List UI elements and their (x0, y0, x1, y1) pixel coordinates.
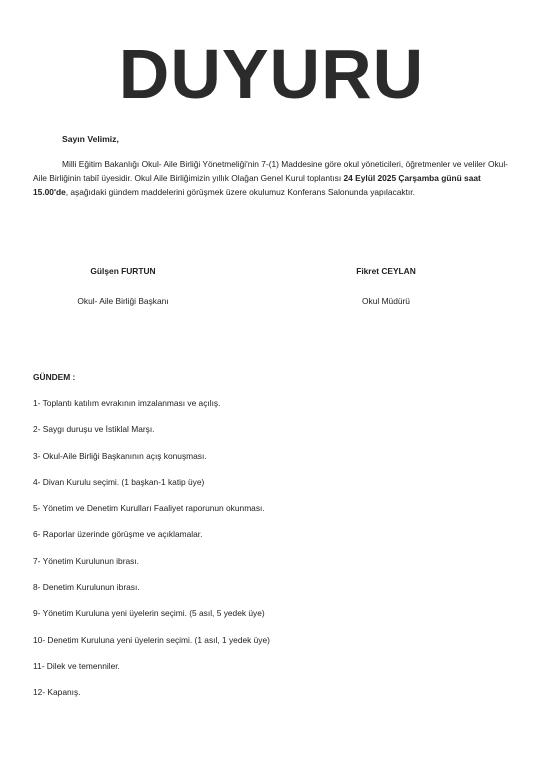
agenda-item: 1- Toplantı katılım evrakının imzalanması ve açılış. (33, 398, 221, 408)
signature-role: Okul Müdürü (362, 296, 410, 306)
agenda-item: 7- Yönetim Kurulunun ibrası. (33, 555, 139, 566)
paragraph-text-1: Milli Eğitim Bakanlığı Okul- Aile Birliği Yönetmeliği'nin 7-(1) Maddesine göre okul yöneticileri, öğretmenler ve veliler Okul- Aile Birliğinin tabiî üyesidir. Okul Aile Birliğimizin yıllık Olağan Genel Kurul toplantısı (33, 159, 508, 183)
agenda-title: GÜNDEM : (33, 372, 76, 382)
agenda-item: 2- Saygı duruşu ve İstiklal Marşı. (33, 424, 155, 435)
meeting-date-time: 24 Eylül 2025 Çarşamba günü saat 15.00'de (33, 173, 481, 197)
signature-block-president (33, 266, 213, 306)
agenda-item: 10- Denetim Kuruluna yeni üyelerin seçimi. (1 asıl, 1 yedek üye) (33, 634, 270, 645)
announcement-paragraph (33, 157, 511, 199)
signature-name: Gülşen FURTUN (90, 266, 156, 276)
document-title: DUYURU (118, 35, 425, 113)
agenda-item: 9- Yönetim Kuruluna yeni üyelerin seçimi. (5 asıl, 5 yedek üye) (33, 608, 265, 619)
agenda-list (33, 398, 270, 714)
signature-block-principal (296, 266, 476, 306)
agenda-item: 5- Yönetim ve Denetim Kurulları Faaliyet raporunun okunması. (33, 503, 265, 514)
paragraph-text-2: , aşağıdaki gündem maddelerini görüşmek üzere okulumuz Konferans Salonunda yapılacaktır. (65, 187, 415, 197)
agenda-item: 8- Denetim Kurulunun ibrası. (33, 582, 140, 593)
agenda-item: 3- Okul-Aile Birliği Başkanının açış konuşması. (33, 450, 207, 461)
agenda-item: 11- Dilek ve temenniler. (33, 660, 120, 671)
signature-role: Okul- Aile Birliği Başkanı (77, 296, 169, 306)
agenda-item: 12- Kapanış. (33, 687, 81, 698)
salutation: Sayın Velimiz, (62, 134, 119, 144)
signature-name: Fikret CEYLAN (356, 266, 416, 276)
agenda-item: 4- Divan Kurulu seçimi. (1 başkan-1 katip üye) (33, 476, 205, 487)
agenda-item: 6- Raporlar üzerinde görüşme ve açıklamalar. (33, 529, 203, 540)
